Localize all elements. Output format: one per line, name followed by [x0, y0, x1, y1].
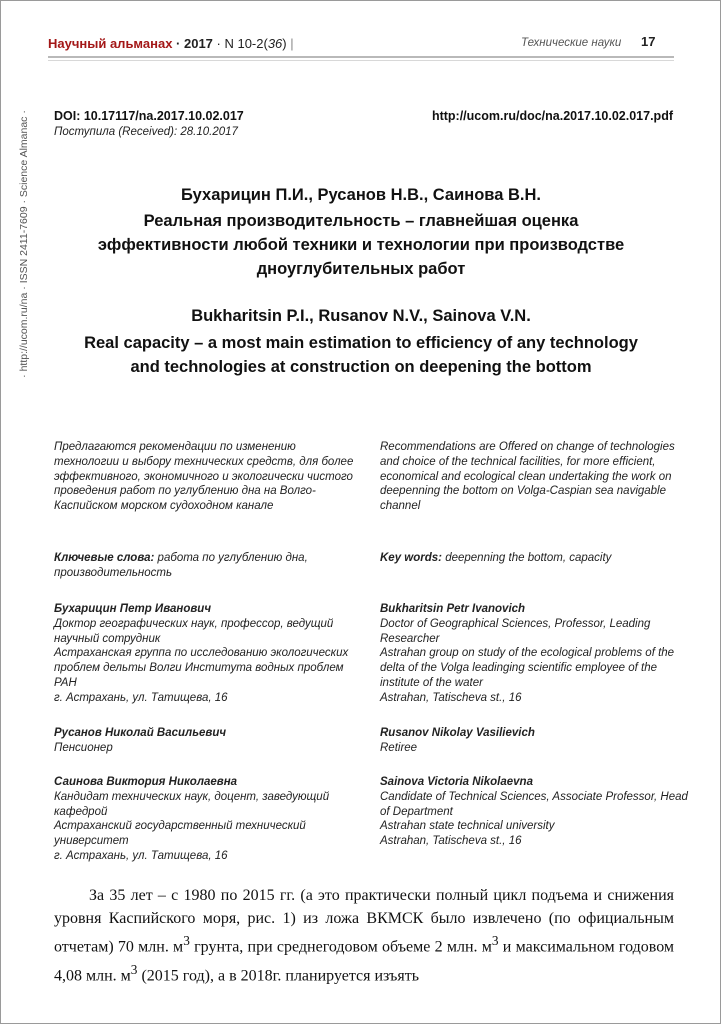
author-address: г. Астрахань, ул. Татищева, 16	[54, 849, 228, 862]
abstract-ru	[54, 440, 364, 514]
body-text-3: и максимальном годовом 4,08 млн. м	[54, 938, 675, 985]
author-affiliation: Astrahan group on study of the ecological problems of the delta of the Volga leadinging scientific employee of the institute of the water	[380, 647, 675, 689]
article-title-ru: Реальная производительность – главнейшая оценка эффективности любой техники и технологии при производстве дноуглубительных работ	[97, 212, 625, 278]
body-text-4: (2015 год), а в 2018г. планируется изъять	[137, 967, 420, 985]
side-banner	[13, 63, 35, 425]
body-text-2: грунта, при среднегодовом объеме 2 млн. м	[189, 938, 492, 956]
author-name: Bukharitsin Petr Ivanovich	[380, 603, 526, 615]
page-number: 17	[641, 34, 656, 49]
keywords-ru	[54, 551, 364, 581]
issue-number-close: )	[282, 36, 287, 51]
keywords-ru-text: работа по углублению дна, производительность	[54, 552, 308, 579]
side-banner-text: · http://ucom.ru/na · ISSN 2411-7609 · Science Almanac ·	[18, 110, 30, 378]
author-name: Русанов Николай Васильевич	[54, 727, 227, 739]
body-paragraph	[54, 885, 674, 988]
issue-number-italic: 36	[267, 36, 283, 51]
author-name: Бухарицин Петр Иванович	[54, 603, 212, 615]
author-en-3	[380, 775, 690, 849]
author-position: Doctor of Geographical Sciences, Professor, Leading Researcher	[380, 617, 651, 645]
author-name: Rusanov Nikolay Vasilievich	[380, 727, 535, 739]
authors-en: Bukharitsin P.I., Rusanov N.V., Sainova V.N.	[191, 307, 531, 325]
author-position: Доктор географических наук, профессор, ведущий научный сотрудник	[54, 617, 334, 645]
author-address: Astrahan, Tatischeva st., 16	[380, 835, 522, 848]
received-date: Поступила (Received): 28.10.2017	[54, 126, 238, 138]
author-ru-2	[54, 726, 364, 756]
issue-year: · 2017	[176, 36, 213, 51]
author-name: Sainova Victoria Nikolaevna	[380, 776, 533, 788]
author-position: Пенсионер	[54, 741, 113, 754]
author-address: г. Астрахань, ул. Татищева, 16	[54, 691, 228, 704]
author-position: Candidate of Technical Sciences, Associate Professor, Head of Department	[380, 790, 688, 818]
section-name: Технические науки	[521, 37, 622, 49]
superscript: 3	[183, 933, 190, 948]
keywords-en-label: Key words:	[380, 552, 442, 564]
superscript: 3	[491, 933, 499, 948]
author-affiliation: Астраханский государственный технический университет	[54, 820, 306, 848]
header-rule	[48, 56, 674, 58]
keywords-en-text: deepenning the bottom, capacity	[442, 552, 612, 564]
keywords-en	[380, 551, 690, 566]
abstract-en	[380, 440, 690, 514]
author-address: Astrahan, Tatischeva st., 16	[380, 691, 522, 704]
author-affiliation: Астраханская группа по исследованию экологических проблем дельты Волги Института водных проблем РАН	[54, 647, 349, 689]
header-rule-thin	[48, 60, 674, 61]
abstract-en-text: Recommendations are Offered on change of technologies and choice of the technical facilities, for more efficient, economical and ecological clean undertaking the work on deepenning the bottom on Volga-Caspian sea navigable channel	[380, 441, 675, 513]
author-ru-1	[54, 602, 364, 706]
doi[interactable]: DOI: 10.17117/na.2017.10.02.017	[54, 109, 244, 123]
author-position: Retiree	[380, 741, 418, 754]
pdf-link[interactable]: http://ucom.ru/doc/na.2017.10.02.017.pdf	[431, 109, 673, 123]
author-en-1	[380, 602, 690, 706]
issue-number: · N 10-2(	[212, 36, 268, 51]
article-title-en: Real capacity – a most main estimation to efficiency of any technology and technologies at construction on deepening the bottom	[84, 334, 638, 376]
author-affiliation: Astrahan state technical university	[380, 820, 555, 833]
author-name: Саинова Виктория Николаевна	[54, 776, 238, 788]
authors-ru: Бухарицин П.И., Русанов Н.В., Саинова В.Н.	[181, 186, 541, 204]
body-text-1: За 35 лет – с 1980 по 2015 гг. (а это практически полный цикл подъема и снижения уровня Каспийского моря, рис. 1) из ложа ВКМСК было извлечено (по официальным отчетам) 70 млн. м	[54, 887, 674, 956]
author-ru-3	[54, 775, 364, 864]
author-en-2	[380, 726, 690, 756]
running-header	[48, 36, 294, 51]
keywords-ru-label: Ключевые слова:	[54, 552, 155, 564]
header-separator: |	[290, 36, 294, 51]
abstract-ru-text: Предлагаются рекомендации по изменению технологии и выбору технических средств, для более эффективного, экономичного и экологически чистого проведения работ по углублению дна на Волго-Каспийском морском судоходном канале	[54, 441, 354, 513]
author-position: Кандидат технических наук, доцент, заведующий кафедрой	[54, 790, 330, 818]
superscript: 3	[130, 961, 138, 977]
journal-name[interactable]: Научный альманах	[48, 36, 173, 51]
